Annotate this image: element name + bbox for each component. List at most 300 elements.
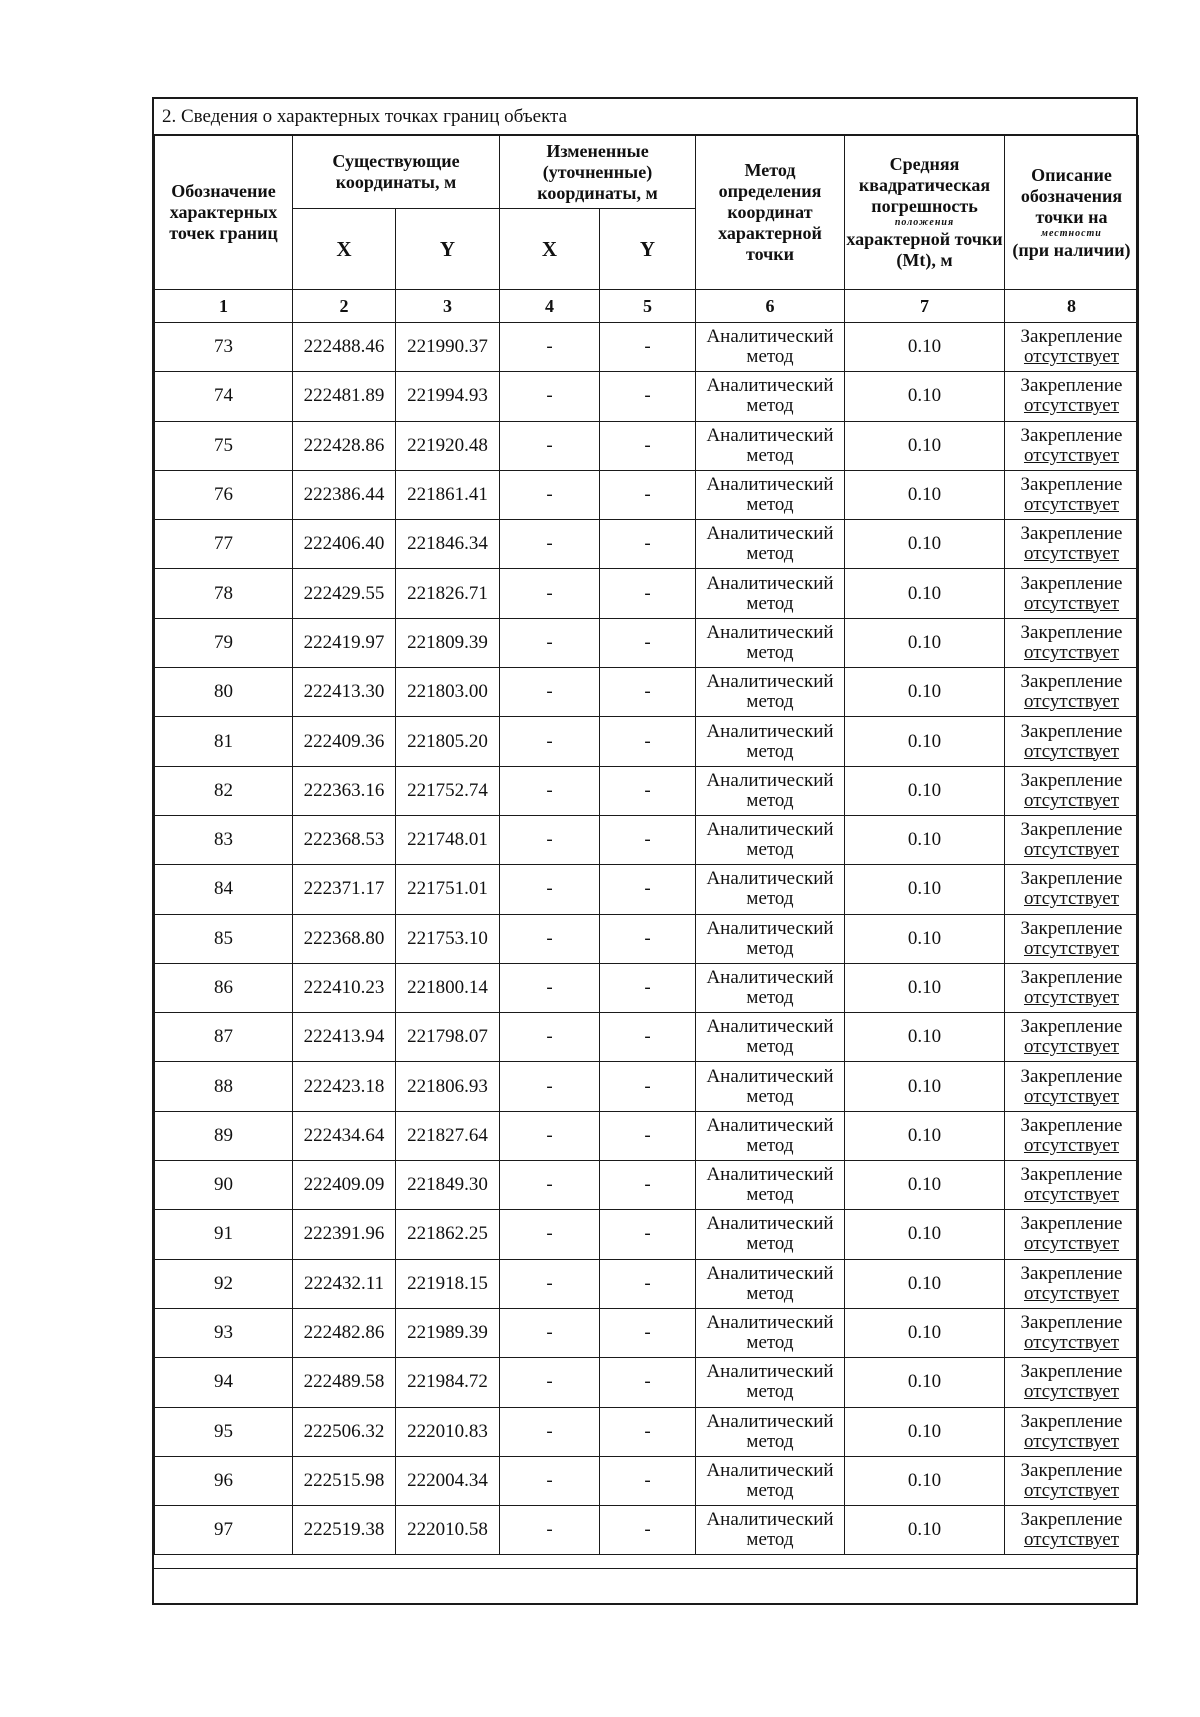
- description-text: отсутствует: [1023, 691, 1120, 713]
- y-coordinate-cell: 221800.14: [396, 963, 500, 1012]
- description-cell: [1005, 1358, 1139, 1407]
- y-changed-cell: -: [600, 323, 696, 372]
- method-cell: [696, 1506, 845, 1555]
- table-row: [155, 1259, 1139, 1308]
- header-error: [845, 136, 1005, 290]
- description-text: отсутствует: [1023, 1479, 1120, 1501]
- x-changed-cell: -: [500, 815, 600, 864]
- error-cell: 0.10: [845, 1062, 1005, 1111]
- method-text: Аналитический: [706, 474, 834, 496]
- x-coordinate-cell: 222519.38: [293, 1506, 396, 1555]
- point-number-cell: 97: [155, 1506, 293, 1555]
- x-changed-cell: -: [500, 717, 600, 766]
- description-text: отсутствует: [1023, 987, 1120, 1008]
- method-text: метод: [746, 1036, 794, 1058]
- method-text: Аналитический: [706, 572, 834, 594]
- error-cell: 0.10: [845, 323, 1005, 372]
- y-changed-cell: -: [600, 963, 696, 1012]
- description-text: отсутствует: [1023, 543, 1120, 565]
- point-number-cell: 77: [155, 520, 293, 569]
- method-text: метод: [746, 1430, 794, 1452]
- x-coordinate-cell: 222488.46: [293, 323, 396, 372]
- y-changed-cell: -: [600, 421, 696, 470]
- description-cell: [1005, 1062, 1139, 1111]
- y-changed-cell: -: [600, 569, 696, 618]
- method-cell: [696, 421, 845, 470]
- method-cell: [696, 1210, 845, 1259]
- method-text: Аналитический: [706, 424, 834, 446]
- y-coordinate-cell: 221918.15: [396, 1259, 500, 1308]
- description-text: отсутствует: [1023, 1282, 1120, 1304]
- description-text: отсутствует: [1023, 1233, 1120, 1255]
- point-number-cell: 87: [155, 1013, 293, 1062]
- table-row: [155, 668, 1139, 717]
- description-text: Закрепление: [1020, 671, 1123, 693]
- method-cell: [696, 1456, 845, 1505]
- point-number-cell: 73: [155, 323, 293, 372]
- header-changed-coords: Измененные (уточненные) координаты, м: [500, 136, 696, 209]
- method-text: метод: [746, 395, 794, 417]
- method-text: метод: [746, 691, 794, 713]
- description-text: отсутствует: [1023, 740, 1120, 762]
- description-cell: [1005, 1407, 1139, 1456]
- description-cell: [1005, 668, 1139, 717]
- description-text: отсутствует: [1023, 592, 1120, 614]
- method-cell: [696, 520, 845, 569]
- description-text: Закрепление: [1020, 1213, 1123, 1235]
- y-changed-cell: -: [600, 1358, 696, 1407]
- y-coordinate-cell: 221798.07: [396, 1013, 500, 1062]
- x-changed-cell: -: [500, 1013, 600, 1062]
- header-x-changed: X: [500, 209, 600, 290]
- point-number-cell: 74: [155, 372, 293, 421]
- x-changed-cell: -: [500, 1358, 600, 1407]
- x-changed-cell: -: [500, 1161, 600, 1210]
- description-text: Закрепление: [1020, 967, 1123, 988]
- y-changed-cell: -: [600, 1407, 696, 1456]
- description-text: Закрепление: [1020, 424, 1123, 446]
- description-cell: [1005, 766, 1139, 815]
- description-cell: [1005, 372, 1139, 421]
- error-cell: 0.10: [845, 1308, 1005, 1357]
- x-changed-cell: -: [500, 1456, 600, 1505]
- table-row: [155, 865, 1139, 914]
- error-cell: 0.10: [845, 668, 1005, 717]
- method-cell: [696, 470, 845, 519]
- y-coordinate-cell: 221752.74: [396, 766, 500, 815]
- header-error-top: Средняя квадратическая погрешность: [858, 154, 991, 216]
- table-row: [155, 1161, 1139, 1210]
- table-row: [155, 963, 1139, 1012]
- method-cell: [696, 1358, 845, 1407]
- y-coordinate-cell: 221806.93: [396, 1062, 500, 1111]
- description-text: отсутствует: [1023, 839, 1120, 861]
- x-changed-cell: -: [500, 865, 600, 914]
- description-text: отсутствует: [1023, 789, 1120, 811]
- y-coordinate-cell: 221827.64: [396, 1111, 500, 1160]
- x-coordinate-cell: 222423.18: [293, 1062, 396, 1111]
- method-text: метод: [746, 1085, 794, 1107]
- description-text: Закрепление: [1020, 1016, 1123, 1038]
- description-cell: [1005, 963, 1139, 1012]
- y-coordinate-cell: 221994.93: [396, 372, 500, 421]
- table-row: [155, 815, 1139, 864]
- method-text: Аналитический: [706, 1262, 834, 1284]
- method-text: метод: [746, 1282, 794, 1304]
- method-cell: [696, 1111, 845, 1160]
- x-coordinate-cell: 222386.44: [293, 470, 396, 519]
- y-coordinate-cell: 221990.37: [396, 323, 500, 372]
- method-cell: [696, 1013, 845, 1062]
- point-number-cell: 89: [155, 1111, 293, 1160]
- description-text: Закрепление: [1020, 1509, 1123, 1531]
- point-number-cell: 88: [155, 1062, 293, 1111]
- column-number: 8: [1005, 290, 1139, 323]
- x-coordinate-cell: 222482.86: [293, 1308, 396, 1357]
- x-coordinate-cell: 222410.23: [293, 963, 396, 1012]
- column-number: 2: [293, 290, 396, 323]
- description-cell: [1005, 421, 1139, 470]
- header-x: X: [293, 209, 396, 290]
- column-number: 4: [500, 290, 600, 323]
- method-cell: [696, 618, 845, 667]
- point-number-cell: 90: [155, 1161, 293, 1210]
- error-cell: 0.10: [845, 1259, 1005, 1308]
- header-y: Y: [396, 209, 500, 290]
- method-cell: [696, 914, 845, 963]
- method-text: Аналитический: [706, 819, 834, 841]
- description-text: Закрепление: [1020, 1164, 1123, 1186]
- method-text: Аналитический: [706, 1312, 834, 1334]
- y-changed-cell: -: [600, 1456, 696, 1505]
- y-coordinate-cell: 221846.34: [396, 520, 500, 569]
- point-number-cell: 83: [155, 815, 293, 864]
- y-coordinate-cell: 221753.10: [396, 914, 500, 963]
- x-changed-cell: -: [500, 1210, 600, 1259]
- y-changed-cell: -: [600, 865, 696, 914]
- y-coordinate-cell: 221803.00: [396, 668, 500, 717]
- x-coordinate-cell: 222406.40: [293, 520, 396, 569]
- description-cell: [1005, 1111, 1139, 1160]
- y-changed-cell: -: [600, 1308, 696, 1357]
- error-cell: 0.10: [845, 569, 1005, 618]
- description-cell: [1005, 1161, 1139, 1210]
- x-changed-cell: -: [500, 1111, 600, 1160]
- point-number-cell: 81: [155, 717, 293, 766]
- method-text: Аналитический: [706, 1361, 834, 1383]
- y-changed-cell: -: [600, 914, 696, 963]
- x-coordinate-cell: 222371.17: [293, 865, 396, 914]
- point-number-cell: 95: [155, 1407, 293, 1456]
- y-changed-cell: -: [600, 1506, 696, 1555]
- description-cell: [1005, 1506, 1139, 1555]
- table-row: [155, 914, 1139, 963]
- x-changed-cell: -: [500, 569, 600, 618]
- table-row: [155, 470, 1139, 519]
- error-cell: 0.10: [845, 1013, 1005, 1062]
- method-text: метод: [746, 937, 794, 959]
- boundary-points-table: [154, 135, 1139, 1555]
- x-changed-cell: -: [500, 766, 600, 815]
- table-row: [155, 323, 1139, 372]
- method-cell: [696, 1407, 845, 1456]
- error-cell: 0.10: [845, 1407, 1005, 1456]
- description-cell: [1005, 569, 1139, 618]
- y-changed-cell: -: [600, 470, 696, 519]
- point-number-cell: 79: [155, 618, 293, 667]
- point-number-cell: 91: [155, 1210, 293, 1259]
- method-text: метод: [746, 1184, 794, 1206]
- y-coordinate-cell: 221826.71: [396, 569, 500, 618]
- x-changed-cell: -: [500, 1062, 600, 1111]
- error-cell: 0.10: [845, 815, 1005, 864]
- method-text: Аналитический: [706, 523, 834, 545]
- x-coordinate-cell: 222428.86: [293, 421, 396, 470]
- y-changed-cell: -: [600, 1062, 696, 1111]
- y-coordinate-cell: 221751.01: [396, 865, 500, 914]
- description-text: отсутствует: [1023, 1529, 1120, 1551]
- point-number-cell: 80: [155, 668, 293, 717]
- method-cell: [696, 323, 845, 372]
- y-changed-cell: -: [600, 1013, 696, 1062]
- method-text: Аналитический: [706, 1065, 834, 1087]
- document-sheet: [152, 97, 1138, 1605]
- method-text: метод: [746, 494, 794, 516]
- header-description: [1005, 136, 1139, 290]
- column-number-row: [155, 290, 1139, 323]
- method-cell: [696, 815, 845, 864]
- description-text: Закрепление: [1020, 474, 1123, 496]
- y-coordinate-cell: 221748.01: [396, 815, 500, 864]
- description-cell: [1005, 323, 1139, 372]
- y-coordinate-cell: 221989.39: [396, 1308, 500, 1357]
- method-text: метод: [746, 1332, 794, 1354]
- description-text: отсутствует: [1023, 395, 1120, 417]
- x-changed-cell: -: [500, 372, 600, 421]
- description-text: отсутствует: [1023, 1332, 1120, 1354]
- point-number-cell: 84: [155, 865, 293, 914]
- method-cell: [696, 963, 845, 1012]
- point-number-cell: 96: [155, 1456, 293, 1505]
- y-changed-cell: -: [600, 1259, 696, 1308]
- y-changed-cell: -: [600, 1210, 696, 1259]
- point-number-cell: 76: [155, 470, 293, 519]
- y-changed-cell: -: [600, 717, 696, 766]
- description-cell: [1005, 1013, 1139, 1062]
- description-text: Закрепление: [1020, 868, 1123, 890]
- method-text: метод: [746, 444, 794, 466]
- y-coordinate-cell: 221805.20: [396, 717, 500, 766]
- point-number-cell: 93: [155, 1308, 293, 1357]
- x-changed-cell: -: [500, 323, 600, 372]
- method-text: метод: [746, 789, 794, 811]
- method-text: метод: [746, 987, 794, 1008]
- table-row: [155, 1506, 1139, 1555]
- y-changed-cell: -: [600, 815, 696, 864]
- description-text: Закрепление: [1020, 326, 1123, 348]
- description-text: Закрепление: [1020, 1361, 1123, 1383]
- description-text: Закрепление: [1020, 375, 1123, 397]
- error-cell: 0.10: [845, 618, 1005, 667]
- method-cell: [696, 668, 845, 717]
- x-coordinate-cell: 222391.96: [293, 1210, 396, 1259]
- y-coordinate-cell: 221862.25: [396, 1210, 500, 1259]
- error-cell: 0.10: [845, 1456, 1005, 1505]
- error-cell: 0.10: [845, 421, 1005, 470]
- y-coordinate-cell: 221849.30: [396, 1161, 500, 1210]
- description-text: Закрепление: [1020, 523, 1123, 545]
- method-text: метод: [746, 740, 794, 762]
- x-changed-cell: -: [500, 914, 600, 963]
- section-title: 2. Сведения о характерных точках границ объекта: [154, 99, 1136, 135]
- table-row: [155, 372, 1139, 421]
- description-text: Закрепление: [1020, 769, 1123, 791]
- error-cell: 0.10: [845, 372, 1005, 421]
- x-coordinate-cell: 222413.30: [293, 668, 396, 717]
- description-text: Закрепление: [1020, 621, 1123, 643]
- table-row: [155, 421, 1139, 470]
- description-text: отсутствует: [1023, 1036, 1120, 1058]
- point-number-cell: 75: [155, 421, 293, 470]
- table-row: [155, 618, 1139, 667]
- x-coordinate-cell: 222363.16: [293, 766, 396, 815]
- table-row: [155, 1210, 1139, 1259]
- x-changed-cell: -: [500, 1259, 600, 1308]
- x-changed-cell: -: [500, 1407, 600, 1456]
- method-text: метод: [746, 1529, 794, 1551]
- table-row: [155, 1407, 1139, 1456]
- method-text: Аналитический: [706, 1410, 834, 1432]
- y-changed-cell: -: [600, 1161, 696, 1210]
- description-text: отсутствует: [1023, 494, 1120, 516]
- description-text: Закрепление: [1020, 1410, 1123, 1432]
- description-cell: [1005, 1456, 1139, 1505]
- description-cell: [1005, 470, 1139, 519]
- description-text: отсутствует: [1023, 444, 1120, 466]
- point-number-cell: 85: [155, 914, 293, 963]
- table-row: [155, 717, 1139, 766]
- description-text: отсутствует: [1023, 1381, 1120, 1403]
- method-text: Аналитический: [706, 967, 834, 988]
- description-text: Закрепление: [1020, 572, 1123, 594]
- table-row: [155, 569, 1139, 618]
- error-cell: 0.10: [845, 963, 1005, 1012]
- x-changed-cell: -: [500, 520, 600, 569]
- method-cell: [696, 865, 845, 914]
- method-text: метод: [746, 641, 794, 663]
- method-text: Аналитический: [706, 1509, 834, 1531]
- method-cell: [696, 569, 845, 618]
- description-text: Закрепление: [1020, 917, 1123, 939]
- method-text: Аналитический: [706, 720, 834, 742]
- method-text: метод: [746, 1233, 794, 1255]
- x-coordinate-cell: 222515.98: [293, 1456, 396, 1505]
- method-text: Аналитический: [706, 1164, 834, 1186]
- column-number: 1: [155, 290, 293, 323]
- method-cell: [696, 1161, 845, 1210]
- error-cell: 0.10: [845, 520, 1005, 569]
- description-text: отсутствует: [1023, 1134, 1120, 1156]
- x-coordinate-cell: 222434.64: [293, 1111, 396, 1160]
- header-desc-faint: местности: [1041, 227, 1102, 239]
- header-error-bottom: характерной точки (Mt), м: [846, 229, 1003, 270]
- table-row: [155, 766, 1139, 815]
- method-text: метод: [746, 1479, 794, 1501]
- method-cell: [696, 766, 845, 815]
- x-coordinate-cell: 222409.36: [293, 717, 396, 766]
- x-coordinate-cell: 222481.89: [293, 372, 396, 421]
- method-text: Аналитический: [706, 326, 834, 348]
- method-cell: [696, 1259, 845, 1308]
- method-cell: [696, 1308, 845, 1357]
- column-number: 7: [845, 290, 1005, 323]
- point-number-cell: 94: [155, 1358, 293, 1407]
- x-changed-cell: -: [500, 1308, 600, 1357]
- description-cell: [1005, 815, 1139, 864]
- x-changed-cell: -: [500, 470, 600, 519]
- method-text: Аналитический: [706, 769, 834, 791]
- description-text: Закрепление: [1020, 1114, 1123, 1136]
- table-row: [155, 1308, 1139, 1357]
- description-text: отсутствует: [1023, 641, 1120, 663]
- table-row: [155, 1062, 1139, 1111]
- y-changed-cell: -: [600, 618, 696, 667]
- method-text: Аналитический: [706, 868, 834, 890]
- description-text: Закрепление: [1020, 1262, 1123, 1284]
- point-number-cell: 92: [155, 1259, 293, 1308]
- description-cell: [1005, 717, 1139, 766]
- y-changed-cell: -: [600, 766, 696, 815]
- point-number-cell: 78: [155, 569, 293, 618]
- description-cell: [1005, 914, 1139, 963]
- point-number-cell: 86: [155, 963, 293, 1012]
- table-row: [155, 1358, 1139, 1407]
- table-row: [155, 1013, 1139, 1062]
- x-coordinate-cell: 222432.11: [293, 1259, 396, 1308]
- x-coordinate-cell: 222409.09: [293, 1161, 396, 1210]
- description-text: Закрепление: [1020, 720, 1123, 742]
- method-text: Аналитический: [706, 671, 834, 693]
- description-text: Закрепление: [1020, 1459, 1123, 1481]
- x-coordinate-cell: 222506.32: [293, 1407, 396, 1456]
- error-cell: 0.10: [845, 865, 1005, 914]
- y-coordinate-cell: 221984.72: [396, 1358, 500, 1407]
- error-cell: 0.10: [845, 717, 1005, 766]
- error-cell: 0.10: [845, 470, 1005, 519]
- description-cell: [1005, 1308, 1139, 1357]
- description-cell: [1005, 1259, 1139, 1308]
- method-text: Аналитический: [706, 917, 834, 939]
- description-text: Закрепление: [1020, 1312, 1123, 1334]
- column-number: 6: [696, 290, 845, 323]
- description-text: отсутствует: [1023, 937, 1120, 959]
- y-coordinate-cell: 221809.39: [396, 618, 500, 667]
- header-desc-bottom: (при наличии): [1012, 239, 1131, 260]
- table-body: [155, 323, 1139, 1555]
- description-text: отсутствует: [1023, 1184, 1120, 1206]
- table-row: [155, 1456, 1139, 1505]
- x-changed-cell: -: [500, 1506, 600, 1555]
- description-text: отсутствует: [1023, 1430, 1120, 1452]
- method-cell: [696, 717, 845, 766]
- method-text: Аналитический: [706, 1459, 834, 1481]
- error-cell: 0.10: [845, 1210, 1005, 1259]
- description-cell: [1005, 618, 1139, 667]
- description-cell: [1005, 520, 1139, 569]
- y-coordinate-cell: 222010.83: [396, 1407, 500, 1456]
- x-coordinate-cell: 222429.55: [293, 569, 396, 618]
- description-text: отсутствует: [1023, 888, 1120, 910]
